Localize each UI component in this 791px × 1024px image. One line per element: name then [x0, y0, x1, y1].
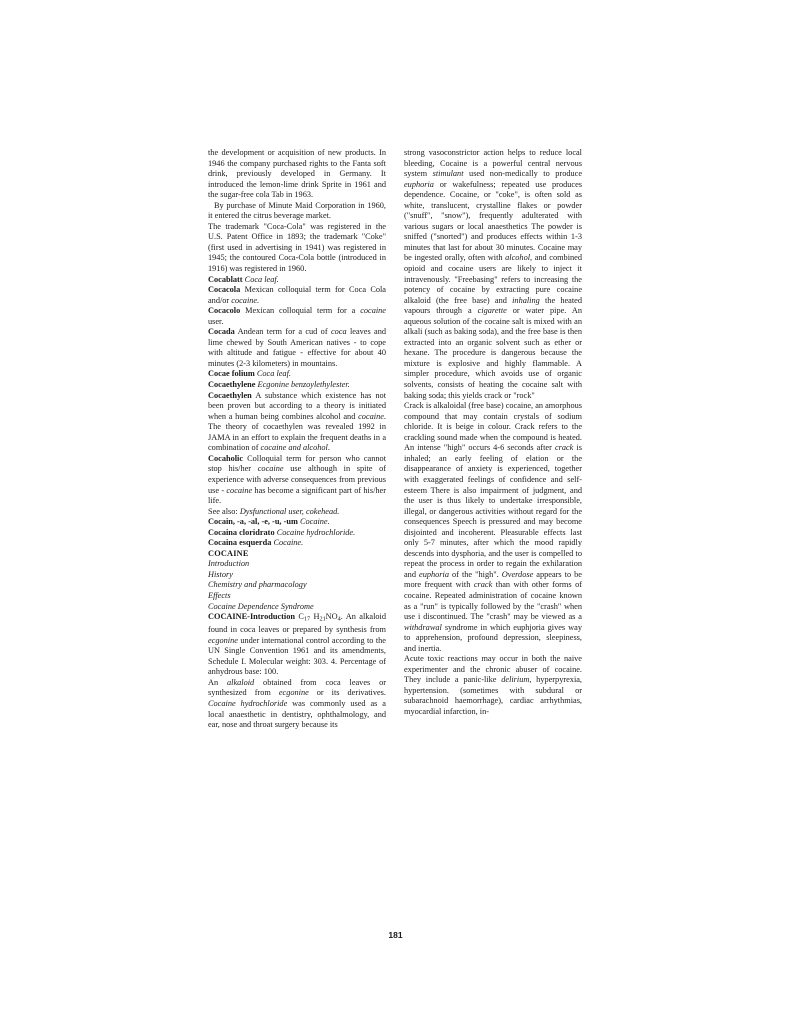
- paragraph-italic: euphoria: [404, 179, 434, 189]
- entry-definition: Coca leaf.: [244, 274, 279, 284]
- entry-definition: Mexican colloquial term for Coca Cola and/or: [208, 285, 386, 305]
- formula-part: C: [294, 612, 304, 622]
- entry-definition-tail-2: .: [327, 443, 330, 453]
- paragraph-italic: Overdose: [501, 569, 534, 579]
- entry-term: Cocacola: [208, 285, 241, 295]
- paragraph-italic: ecgonine: [278, 688, 309, 698]
- paragraph: By purchase of Minute Maid Corporation in 1960, it entered the citrus beverage market.: [208, 200, 386, 221]
- dictionary-entry: [208, 528, 386, 539]
- two-column-layout: [208, 148, 583, 731]
- toc-item: History: [208, 569, 233, 579]
- entry-term: Cocain, -a, -al, -e, -u, -um: [208, 517, 298, 527]
- paragraph: the development or acquisition of new products. In 1946 the company purchased rights to the Fanta soft drink, previously developed in Germany. It introduced the lemon-lime drink Sprite in 1961 and the sugar-free cola Tab in 1963.: [208, 148, 386, 200]
- entry-definition-italic-2: cocaine and alcohol: [260, 443, 328, 453]
- entry-term: COCAINE-Introduction: [208, 612, 295, 622]
- entry-definition-italic: ecgonine: [208, 635, 238, 645]
- paragraph-italic: withdrawal: [404, 622, 442, 632]
- entry-definition: Colloquial term for person who cannot stop his/her: [208, 453, 386, 474]
- formula-subscript: 4: [337, 615, 341, 623]
- dictionary-entry: [208, 369, 386, 380]
- dictionary-entry: [208, 454, 386, 507]
- entry-term: Cocada: [208, 327, 235, 337]
- paragraph: strong vasoconstrictor action helps to reduce local bleeding, Cocaine is a powerful central nervous system stimulant used non-medically to produce euphoria or wakefulness; repeated use produces dependence. Cocaine, or "coke", is often sold as white, translucent, crystalline flakes or powder ("snuff", "snow"), frequently adulterated with various sugars or local anaesthetics The powder is sniffed ("snorted") and produces effects within 1-3 minutes that last for about 30 minutes. Cocaine may be ingested orally, often with alcohol, and combined opioid and cocaine users are likely to inject it intravenously. "Freebasing" refers to increasing the potency of cocaine by extracting pure cocaine alkaloid (the free base) and inhaling the heated vapours through a cigarette or water pipe. An aqueous solution of the cocaine salt is mixed with an alkali (such as baking soda), and the free base is then extracted into an organic solvent such as ether or hexane. The procedure is dangerous because the mixture is explosive and highly flammable. A simpler procedure, which avoids use of organic solvents, consists of heating the cocaine salt with baking soda; this yields crack or "rock": [404, 148, 583, 400]
- page-content: [208, 148, 583, 731]
- dictionary-entry-formula: [208, 612, 386, 678]
- dictionary-entry: [208, 538, 386, 549]
- dictionary-entry: [208, 517, 386, 528]
- entry-definition-tail: user.: [208, 316, 224, 326]
- entry-definition-tail: use although in spite of experience with adverse consequences from previous use -: [208, 464, 386, 495]
- paragraph-italic: crack: [473, 580, 493, 590]
- entry-term: Cocae folium: [208, 369, 255, 379]
- entry-definition-italic: cocaine: [358, 411, 384, 421]
- paragraph-italic: cigarette: [477, 306, 507, 316]
- page-number: 181: [388, 930, 403, 940]
- paragraph-italic: Cocaine hydrochloride: [208, 698, 288, 708]
- paragraph: The trademark "Coca-Cola" was registered in the U.S. Patent Office in 1893; the trademark "Coke" (first used in advertising in 1941) was registered in 1945; the contoured Coca-Cola bottle (introduced in 1916) was registered in 1960.: [208, 221, 386, 274]
- entry-definition-tail: under international control according to the UN Single Convention 1961 and its amendments, Schedule I. Molecular weight: 303. 4. Percentage of anhydrous base: 100.: [208, 635, 386, 677]
- formula-part: NO: [325, 612, 338, 622]
- toc-item: Cocaine Dependence Syndrome: [208, 601, 314, 611]
- entry-definition-italic-2: cocaine: [226, 485, 253, 495]
- formula-subscript: 21: [319, 615, 326, 623]
- toc-item: Chemistry and pharmacology: [208, 580, 307, 590]
- entry-definition-italic: cocaine.: [231, 295, 260, 305]
- entry-term: Cocaina cloridrato: [208, 527, 275, 537]
- left-column: [208, 148, 386, 731]
- dictionary-entry: [208, 327, 386, 369]
- paragraph: Crack is alkaloidal (free base) cocaine, an amorphous compound that may contain crystals of sodium chloride. It is beige in colour. Crack refers to the crackling sound made when the compound is heated. An intense "high" occurs 4-6 seconds after crack is inhaled; an early feeling of elation or the disappearance of anxiety is experienced, together with exaggerated feelings of confidence and self-esteem There is also impairment of judgment, and the user is thus likely to undertake irresponsible, illegal, or dangerous activities without regard for the consequences Speech is pressured and may become disjointed and incoherent. Pleasurable effects last only 5-7 minutes, after which the mood rapidly descends into dysphoria, and the user is compelled to repeat the process in order to regain the exhilaration and euphoria of the "high". Overdose appears to be more frequent with crack than with other forms of cocaine. Repeated administration of cocaine known as a "run" is typically followed by the "crash" when use i discontinued. The "crash" may be viewed as a withdrawal syndrome in which euphjoria gives way to apprehension, profound depression, sleepiness, and inertia.: [404, 401, 582, 653]
- entry-definition: Cocaine.: [273, 538, 304, 548]
- entry-definition-italic: cocaine: [257, 464, 284, 474]
- entry-term: Cocacolo: [208, 306, 241, 316]
- paragraph-italic: euphoria: [419, 569, 449, 579]
- paragraph-italic: alkaloid: [227, 677, 255, 687]
- entry-definition-tail: leaves and lime chewed by South American natives - to cope with altitude and fatigue - effective for about 40 minutes (2-3 kilometers) in mountains.: [208, 327, 387, 368]
- dictionary-entry: [208, 275, 386, 286]
- toc-item: Effects: [208, 590, 231, 600]
- entry-definition: Ecgonine benzoylethylester.: [257, 380, 350, 390]
- entry-definition-italic: cocaine: [360, 306, 386, 316]
- paragraph: Acute toxic reactions may occur in both the naive experimenter and the chronic abuser of cocaine. They include a panic-like delirium, hyperpyrexia, hypertension. (sometimes with subdural or subarachnoid haemorrhage), cardiac arrhythmias, myocardial infarction, in-: [404, 654, 583, 716]
- paragraph-italic: stimulant: [432, 169, 464, 179]
- toc-item: Introduction: [208, 559, 250, 569]
- section-heading: COCAINE: [208, 548, 249, 558]
- entry-term: Cocablatt: [208, 274, 243, 284]
- paragraph-italic: crack: [554, 443, 574, 453]
- entry-term: Cocaina esquerda: [208, 538, 272, 548]
- paragraph-italic: alcohol: [505, 253, 531, 263]
- entry-definition: Mexican colloquial term for a: [245, 306, 361, 316]
- dictionary-entry: [208, 285, 386, 306]
- right-column: [404, 148, 582, 718]
- cross-reference: See also: Dysfunctional user, cokehead.: [208, 506, 340, 516]
- entry-definition-tail: . The theory of cocaethylen was revealed 1992 in JAMA in an effort to explain the frequent deaths in a combination of: [208, 411, 386, 453]
- entry-definition: Andean term for a cud of: [237, 327, 331, 337]
- formula-subscript: 17: [303, 615, 311, 623]
- dictionary-entry: [208, 391, 386, 454]
- entry-term: Cocaholic: [208, 453, 244, 463]
- paragraph: An alkaloid obtained from coca leaves or synthesized from ecgonine or its derivatives. Cocaine hydrochloride was commonly used as a local anaesthetic in dentistry, ophthalmology, and ear, nose and throat surgery because its: [208, 677, 387, 730]
- entry-term: Cocaethylene: [208, 380, 256, 390]
- entry-definition-italic: coca: [330, 327, 347, 337]
- dictionary-entry: [208, 306, 386, 327]
- paragraph-italic: delirium: [501, 675, 530, 685]
- entry-definition: Coca leaf.: [256, 369, 291, 379]
- formula-part: H: [310, 612, 320, 622]
- entry-term: Cocaethylen: [208, 390, 252, 400]
- entry-definition-tail-2: has become a significant part of his/her life.: [208, 485, 386, 506]
- entry-definition: Cocaine hydrochloride.: [276, 527, 356, 537]
- entry-definition: A substance which existence has not been proven but according to a theory is initiated when a human being combines alcohol and: [208, 390, 386, 421]
- entry-definition: Cocaine.: [299, 517, 330, 527]
- cross-reference-terms: Dysfunctional user, cokehead.: [239, 506, 340, 516]
- paragraph-italic: inhaling: [512, 295, 540, 305]
- entry-definition: . An alkaloid found in coca leaves or prepared by synthesis from: [208, 612, 386, 635]
- dictionary-entry: [208, 380, 386, 391]
